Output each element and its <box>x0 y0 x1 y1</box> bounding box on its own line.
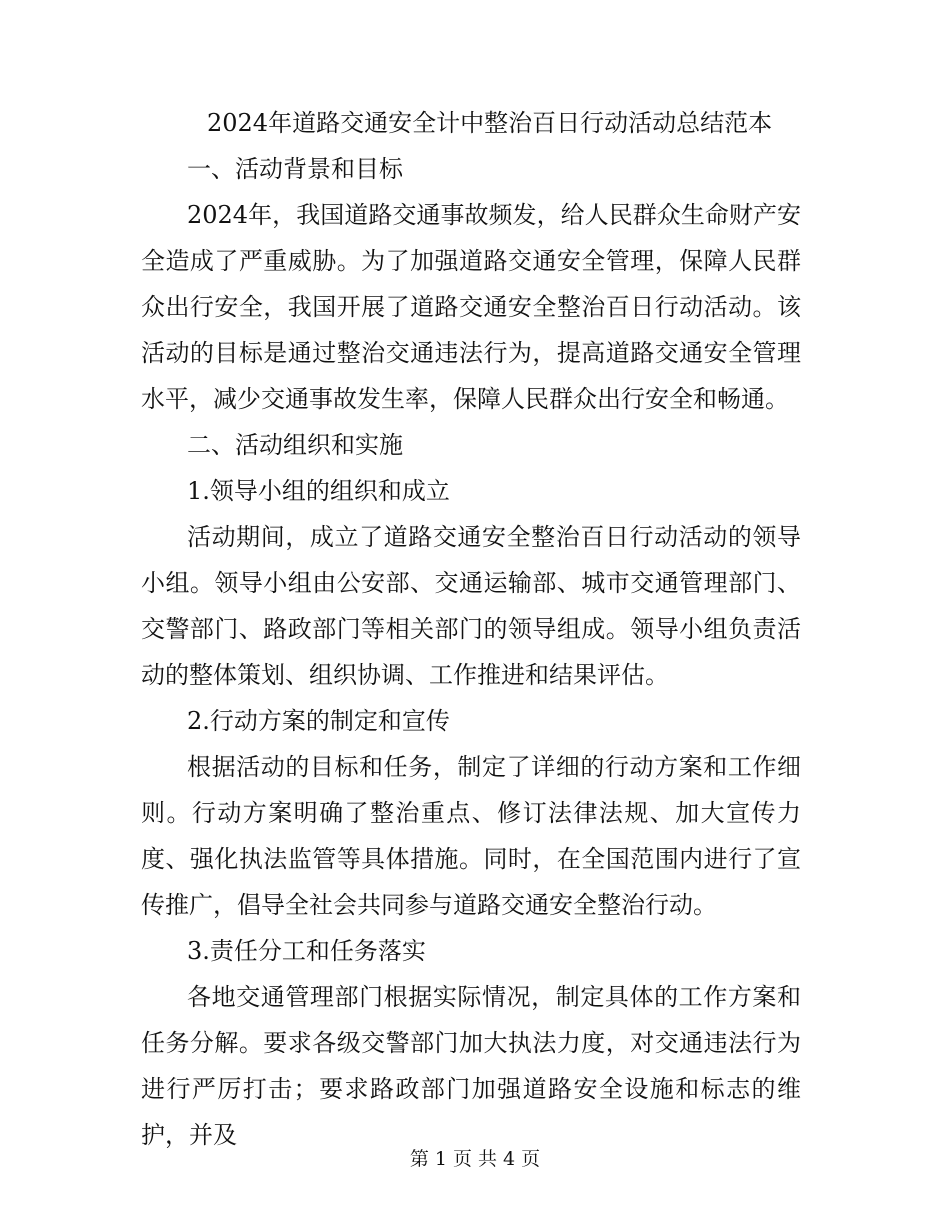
section-heading-organization: 二、活动组织和实施 <box>187 431 403 459</box>
subheading-action-plan: 2.行动方案的制定和宣传 <box>187 707 450 735</box>
paragraph-background: 2024年，我国道路交通事故频发，给人民群众生命财产安全造成了严重威胁。为了加强道路交通安全管理，保障人民群众出行安全，我国开展了道路交通安全整治百日行动活动。该活动的目标是通过整治交通违法行为，提高道路交通安全管理水平，减少交通事故发生率，保障人民群众出行安全和畅通。 <box>141 201 801 413</box>
subheading-leadership-group: 1.领导小组的组织和成立 <box>187 477 450 505</box>
document-title: 2024年道路交通安全计中整治百日行动活动总结范本 <box>207 109 773 137</box>
page-number-footer: 第 1 页 共 4 页 <box>409 1148 541 1170</box>
section-heading-background: 一、活动背景和目标 <box>187 155 403 183</box>
paragraph-leadership-group: 活动期间，成立了道路交通安全整治百日行动活动的领导小组。领导小组由公安部、交通运输部、城市交通管理部门、交警部门、路政部门等相关部门的领导组成。领导小组负责活动的整体策划、组织协调、工作推进和结果评估。 <box>141 523 801 689</box>
subheading-responsibility: 3.责任分工和任务落实 <box>187 937 426 965</box>
document-body <box>141 100 801 1158</box>
paragraph-responsibility: 各地交通管理部门根据实际情况，制定具体的工作方案和任务分解。要求各级交警部门加大执法力度，对交通违法行为进行严厉打击；要求路政部门加强道路安全设施和标志的维护，并及 <box>141 983 801 1149</box>
paragraph-action-plan: 根据活动的目标和任务，制定了详细的行动方案和工作细则。行动方案明确了整治重点、修订法律法规、加大宣传力度、强化执法监管等具体措施。同时，在全国范围内进行了宣传推广，倡导全社会共同参与道路交通安全整治行动。 <box>141 753 801 919</box>
